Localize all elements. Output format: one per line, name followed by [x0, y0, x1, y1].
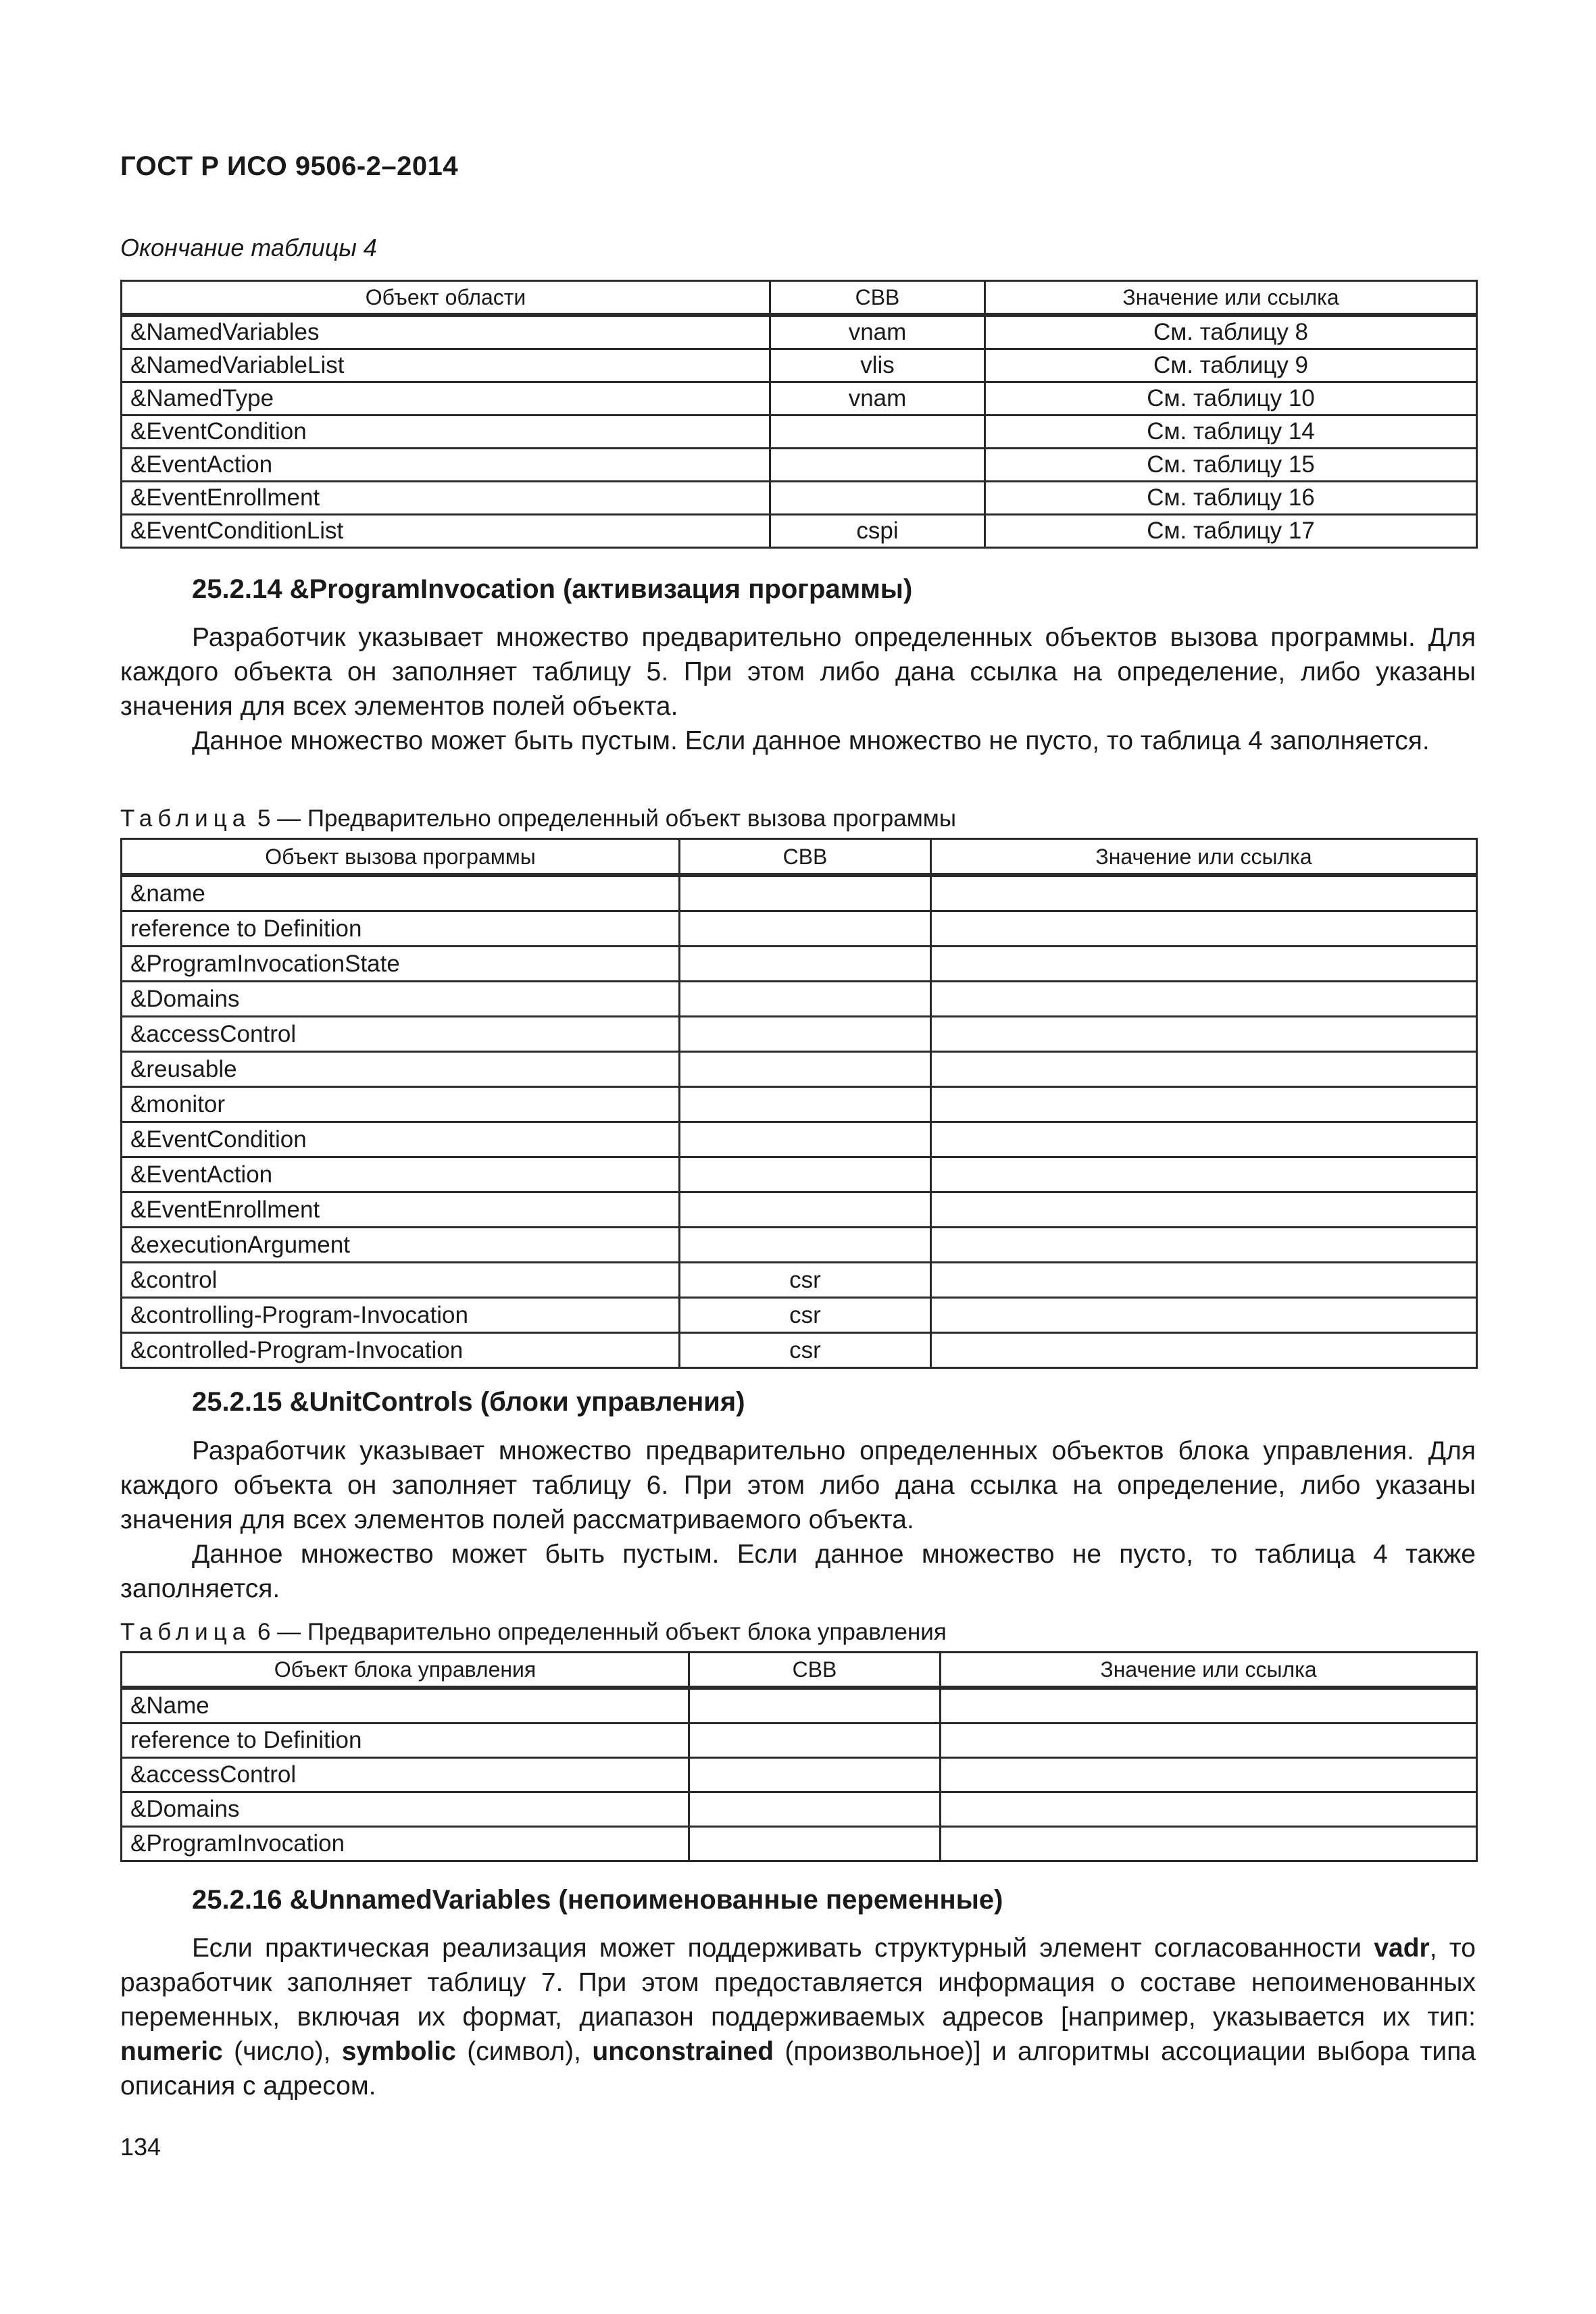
table-cell	[680, 947, 931, 982]
section-25-2-15-body	[120, 1434, 1476, 1606]
paragraph: Разработчик указывает множество предварительно определенных объектов блока управления. Для каждого объекта он заполняет таблицу 6. При этом либо дана ссылка на определение, либо указаны значения для всех элементов полей рассматриваемого объекта.	[120, 1436, 1476, 1534]
table-cell: &ProgramInvocationState	[122, 947, 680, 982]
table6-caption	[120, 1619, 947, 1646]
table-cell: &controlling-Program-Invocation	[122, 1298, 680, 1333]
table-cell	[931, 1263, 1477, 1298]
table-row	[122, 1298, 1477, 1333]
table-cell	[770, 449, 985, 482]
table-5	[120, 838, 1478, 1369]
table-cell: &Name	[122, 1688, 689, 1724]
table-cell: См. таблицу 8	[985, 315, 1477, 349]
table-cell	[931, 982, 1477, 1017]
table-row	[122, 1263, 1477, 1298]
table-cell	[689, 1758, 941, 1792]
table-caption-prefix: Таблица	[120, 1619, 251, 1645]
table-cell: &EventEnrollment	[122, 482, 770, 515]
section-25-2-16-body	[120, 1931, 1476, 2103]
table-cell: &accessControl	[122, 1017, 680, 1052]
column-header: Объект области	[122, 281, 770, 316]
table-cell	[941, 1792, 1477, 1827]
table-row	[122, 1228, 1477, 1263]
table-row	[122, 1792, 1477, 1827]
column-header: Значение или ссылка	[985, 281, 1477, 316]
table-row	[122, 911, 1477, 947]
table-caption-text: 6 — Предварительно определенный объект блока управления	[257, 1619, 947, 1645]
text-run: , то разработчик заполняет таблицу 7. При этом предоставляется информация о составе непоименованных переменных, включая их формат, диапазон поддерживаемых адресов [например, указывается их тип:	[120, 1934, 1476, 2032]
table-cell	[931, 1192, 1477, 1228]
table-cell	[689, 1688, 941, 1724]
table-cell: См. таблицу 15	[985, 449, 1477, 482]
table-cell	[931, 1122, 1477, 1157]
table-cell	[931, 1228, 1477, 1263]
column-header: Объект блока управления	[122, 1653, 689, 1688]
section-heading-25-2-15: 25.2.15 &UnitControls (блоки управления)	[192, 1387, 745, 1417]
table-cell: См. таблицу 9	[985, 349, 1477, 382]
table-row	[122, 875, 1477, 911]
table-header-row	[122, 1653, 1477, 1688]
paragraph	[120, 1931, 1476, 2103]
table-cell: &ProgramInvocation	[122, 1827, 689, 1861]
table-cell	[680, 1087, 931, 1122]
table-cell	[689, 1792, 941, 1827]
paragraph: Данное множество может быть пустым. Если данное множество не пусто, то таблица 4 также заполняется.	[120, 1540, 1476, 1603]
table-cell: &Domains	[122, 982, 680, 1017]
table-cell: &executionArgument	[122, 1228, 680, 1263]
table-row	[122, 515, 1477, 548]
table-cell: См. таблицу 17	[985, 515, 1477, 548]
table-cell	[931, 911, 1477, 947]
table-cell: reference to Definition	[122, 911, 680, 947]
table-cell: csr	[680, 1263, 931, 1298]
table-cell: &NamedVariableList	[122, 349, 770, 382]
table-row	[122, 1688, 1477, 1724]
table-row	[122, 315, 1477, 349]
table-cell	[941, 1827, 1477, 1861]
table-row	[122, 1758, 1477, 1792]
table-cell: reference to Definition	[122, 1724, 689, 1758]
table-row	[122, 482, 1477, 515]
table4-continuation-caption: Окончание таблицы 4	[120, 234, 377, 261]
table-cell: cspi	[770, 515, 985, 548]
table-cell	[770, 482, 985, 515]
section-heading-25-2-16: 25.2.16 &UnnamedVariables (непоименованные переменные)	[192, 1885, 1003, 1915]
table-row	[122, 416, 1477, 449]
table-cell: csr	[680, 1298, 931, 1333]
table-row	[122, 1192, 1477, 1228]
column-header: СВВ	[680, 839, 931, 876]
keyword: vadr	[1374, 1934, 1430, 1963]
table5-caption	[120, 805, 956, 832]
table-cell: vlis	[770, 349, 985, 382]
table-cell: &EventConditionList	[122, 515, 770, 548]
column-header: Значение или ссылка	[941, 1653, 1477, 1688]
table-cell	[931, 1052, 1477, 1087]
column-header: СВВ	[689, 1653, 941, 1688]
table-row	[122, 1724, 1477, 1758]
column-header: Значение или ссылка	[931, 839, 1477, 876]
table-row	[122, 449, 1477, 482]
table-cell	[931, 1298, 1477, 1333]
paragraph: Данное множество может быть пустым. Если данное множество не пусто, то таблица 4 заполняется.	[192, 726, 1430, 755]
table-header-row	[122, 839, 1477, 876]
table-cell	[680, 1017, 931, 1052]
paragraph: Разработчик указывает множество предварительно определенных объектов вызова программы. Для каждого объекта он заполняет таблицу 5. При этом либо дана ссылка на определение, либо указаны значения для всех элементов полей объекта.	[120, 623, 1476, 721]
table-cell: См. таблицу 14	[985, 416, 1477, 449]
section-heading-25-2-14: 25.2.14 &ProgramInvocation (активизация программы)	[192, 574, 913, 604]
table-cell	[680, 1157, 931, 1192]
table-cell	[931, 1087, 1477, 1122]
table-cell	[931, 947, 1477, 982]
table-row	[122, 1827, 1477, 1861]
table-row	[122, 1052, 1477, 1087]
table-cell	[680, 1122, 931, 1157]
table-cell	[931, 1017, 1477, 1052]
table-cell: &NamedType	[122, 382, 770, 416]
table-cell: См. таблицу 10	[985, 382, 1477, 416]
keyword: symbolic	[341, 2037, 456, 2066]
table-cell: &EventAction	[122, 1157, 680, 1192]
table-cell: См. таблицу 16	[985, 482, 1477, 515]
table-cell	[941, 1758, 1477, 1792]
table-row	[122, 1333, 1477, 1368]
table-cell	[680, 1052, 931, 1087]
table-row	[122, 349, 1477, 382]
table-cell: &accessControl	[122, 1758, 689, 1792]
table-cell	[941, 1688, 1477, 1724]
table-cell	[680, 875, 931, 911]
table-cell	[770, 416, 985, 449]
table-cell: csr	[680, 1333, 931, 1368]
table-cell	[680, 1192, 931, 1228]
table-cell: &NamedVariables	[122, 315, 770, 349]
table-cell: &name	[122, 875, 680, 911]
table-cell: &reusable	[122, 1052, 680, 1087]
table-cell	[941, 1724, 1477, 1758]
table-4	[120, 280, 1478, 549]
column-header: СВВ	[770, 281, 985, 316]
keyword: numeric	[120, 2037, 223, 2066]
table-row	[122, 982, 1477, 1017]
table-cell: &EventCondition	[122, 416, 770, 449]
table-cell: &EventCondition	[122, 1122, 680, 1157]
table-cell	[689, 1724, 941, 1758]
table-cell	[680, 911, 931, 947]
table-cell	[680, 982, 931, 1017]
table-row	[122, 1017, 1477, 1052]
keyword: unconstrained	[592, 2037, 774, 2066]
table-cell: &controlled-Program-Invocation	[122, 1333, 680, 1368]
table-6	[120, 1651, 1478, 1862]
text-run: (число),	[222, 2037, 342, 2066]
table-cell: &EventAction	[122, 449, 770, 482]
text-run: (символ),	[455, 2037, 593, 2066]
text-run: (произвольное)] и алгоритмы ассоциации выбора типа описания с адресом.	[120, 2037, 1476, 2101]
page-number: 134	[120, 2133, 161, 2161]
table-cell: &Domains	[122, 1792, 689, 1827]
table-row	[122, 947, 1477, 982]
section-25-2-14-body	[120, 620, 1476, 758]
table-cell: &monitor	[122, 1087, 680, 1122]
table-cell: &EventEnrollment	[122, 1192, 680, 1228]
table-row	[122, 1157, 1477, 1192]
table-header-row	[122, 281, 1477, 316]
table-cell	[931, 875, 1477, 911]
table-cell	[931, 1157, 1477, 1192]
table-cell: &control	[122, 1263, 680, 1298]
table-cell: vnam	[770, 382, 985, 416]
document-header: ГОСТ Р ИСО 9506-2–2014	[120, 151, 459, 181]
text-run: Если практическая реализация может поддерживать структурный элемент согласованности	[192, 1934, 1374, 1963]
table-row	[122, 1122, 1477, 1157]
table-cell	[689, 1827, 941, 1861]
table-row	[122, 382, 1477, 416]
table-cell	[931, 1333, 1477, 1368]
column-header: Объект вызова программы	[122, 839, 680, 876]
table-cell: vnam	[770, 315, 985, 349]
table-caption-prefix: Таблица	[120, 805, 251, 832]
table-caption-text: 5 — Предварительно определенный объект вызова программы	[257, 805, 956, 832]
table-cell	[680, 1228, 931, 1263]
table-row	[122, 1087, 1477, 1122]
